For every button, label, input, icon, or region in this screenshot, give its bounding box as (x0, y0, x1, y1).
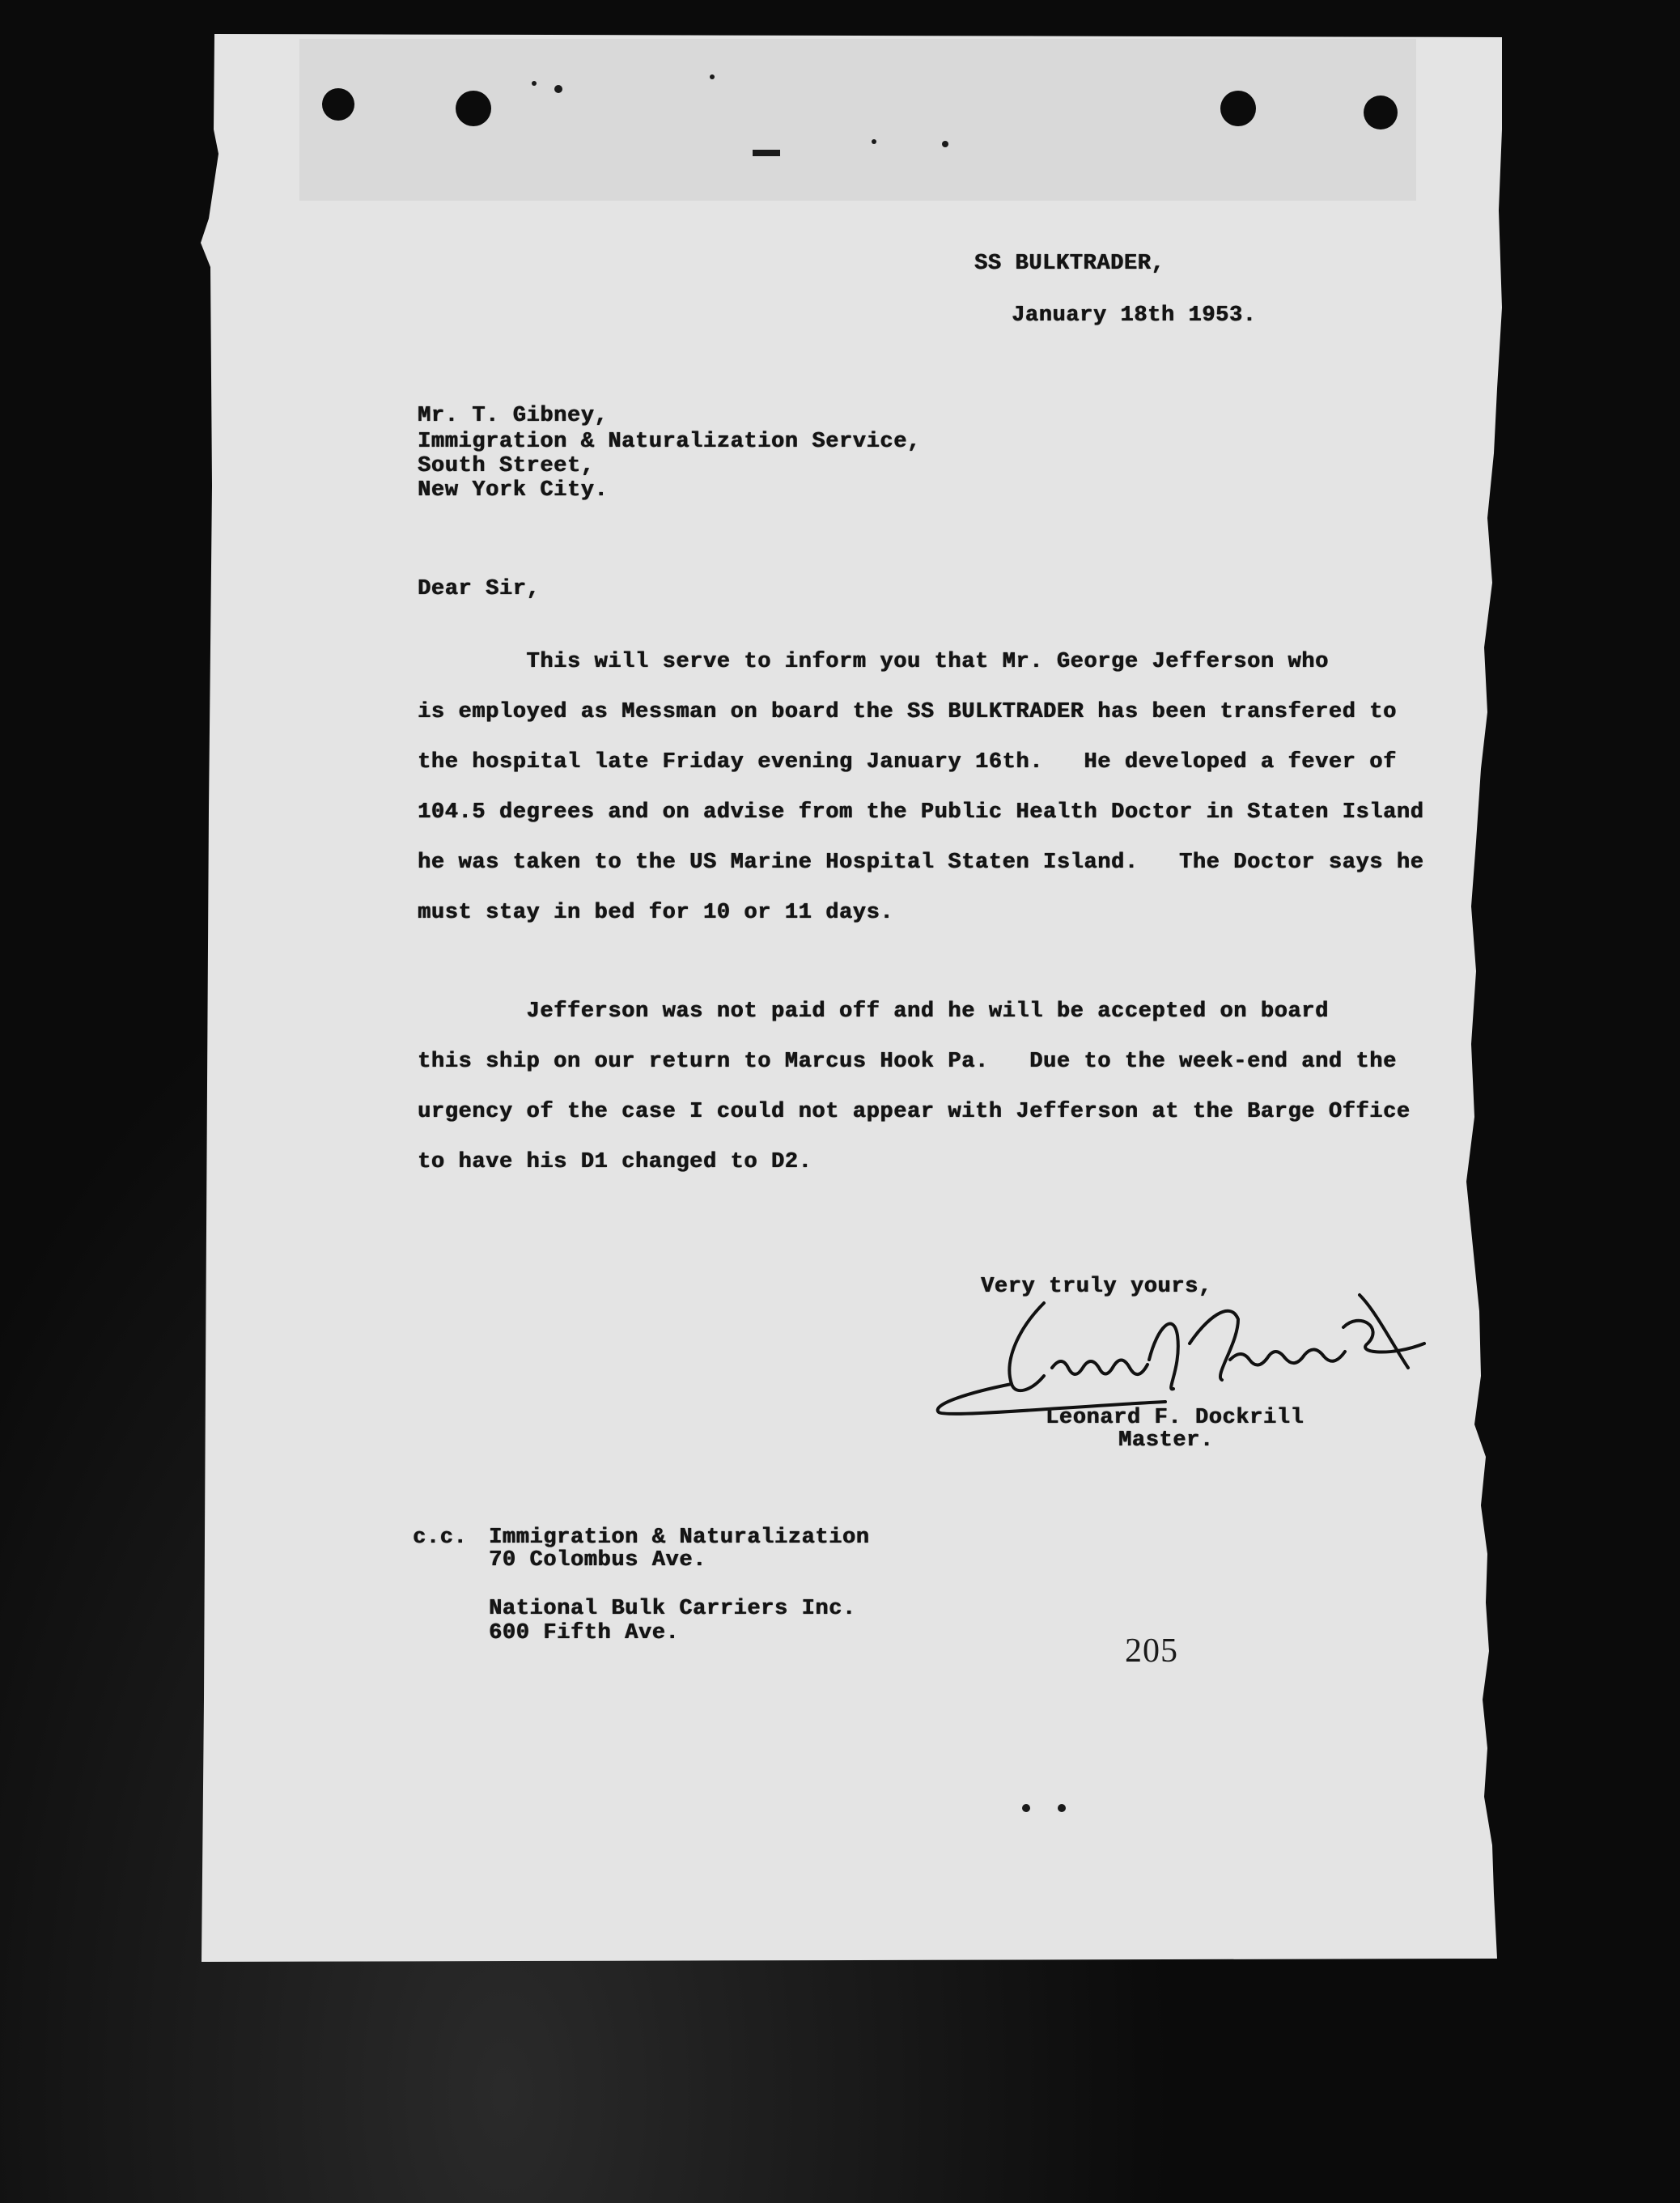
recipient-street: South Street, (418, 454, 595, 478)
cc-label: c.c. (413, 1526, 468, 1550)
paragraph-line: must stay in bed for 10 or 11 days. (418, 901, 894, 925)
punch-hole-2 (456, 91, 491, 126)
paragraph-line: This will serve to inform you that Mr. George Jefferson who (418, 650, 1329, 674)
paragraph-line: this ship on our return to Marcus Hook Pa. Due to the week-end and the (418, 1050, 1397, 1074)
punch-hole-1 (322, 88, 354, 121)
salutation: Dear Sir, (418, 577, 541, 601)
paragraph-line: urgency of the case I could not appear with Jefferson at the Barge Office (418, 1100, 1411, 1124)
letter-date: January 18th 1953. (1012, 303, 1257, 328)
signer-title: Master. (1118, 1428, 1214, 1453)
punch-hole-3 (1220, 91, 1256, 126)
paragraph-line: he was taken to the US Marine Hospital Staten Island. The Doctor says he (418, 851, 1424, 875)
recipient-name: Mr. T. Gibney, (418, 404, 609, 428)
cc-entry2-address: 600 Fifth Ave. (489, 1621, 680, 1645)
paragraph-line: Jefferson was not paid off and he will be accepted on board (418, 1000, 1329, 1024)
archive-page-number: 205 (1125, 1632, 1178, 1670)
recipient-city: New York City. (418, 478, 609, 503)
paragraph-line: 104.5 degrees and on advise from the Public Health Doctor in Staten Island (418, 800, 1424, 825)
paragraph-line: to have his D1 changed to D2. (418, 1150, 812, 1174)
signer-name: Leonard F. Dockrill (1046, 1406, 1305, 1430)
paragraph-line: is employed as Messman on board the SS BULKTRADER has been transfered to (418, 700, 1397, 724)
cc-entry1-org: Immigration & Naturalization (489, 1526, 870, 1550)
closing: Very truly yours, (981, 1275, 1212, 1299)
cc-entry2-org: National Bulk Carriers Inc. (489, 1597, 856, 1621)
paper-sheet (201, 34, 1502, 1962)
punch-hole-4 (1364, 96, 1398, 129)
paragraph-line: the hospital late Friday evening January 16th. He developed a fever of (418, 750, 1397, 775)
recipient-organization: Immigration & Naturalization Service, (418, 430, 921, 454)
cc-entry1-address: 70 Colombus Ave. (489, 1548, 706, 1573)
ship-name: SS BULKTRADER, (974, 252, 1165, 276)
